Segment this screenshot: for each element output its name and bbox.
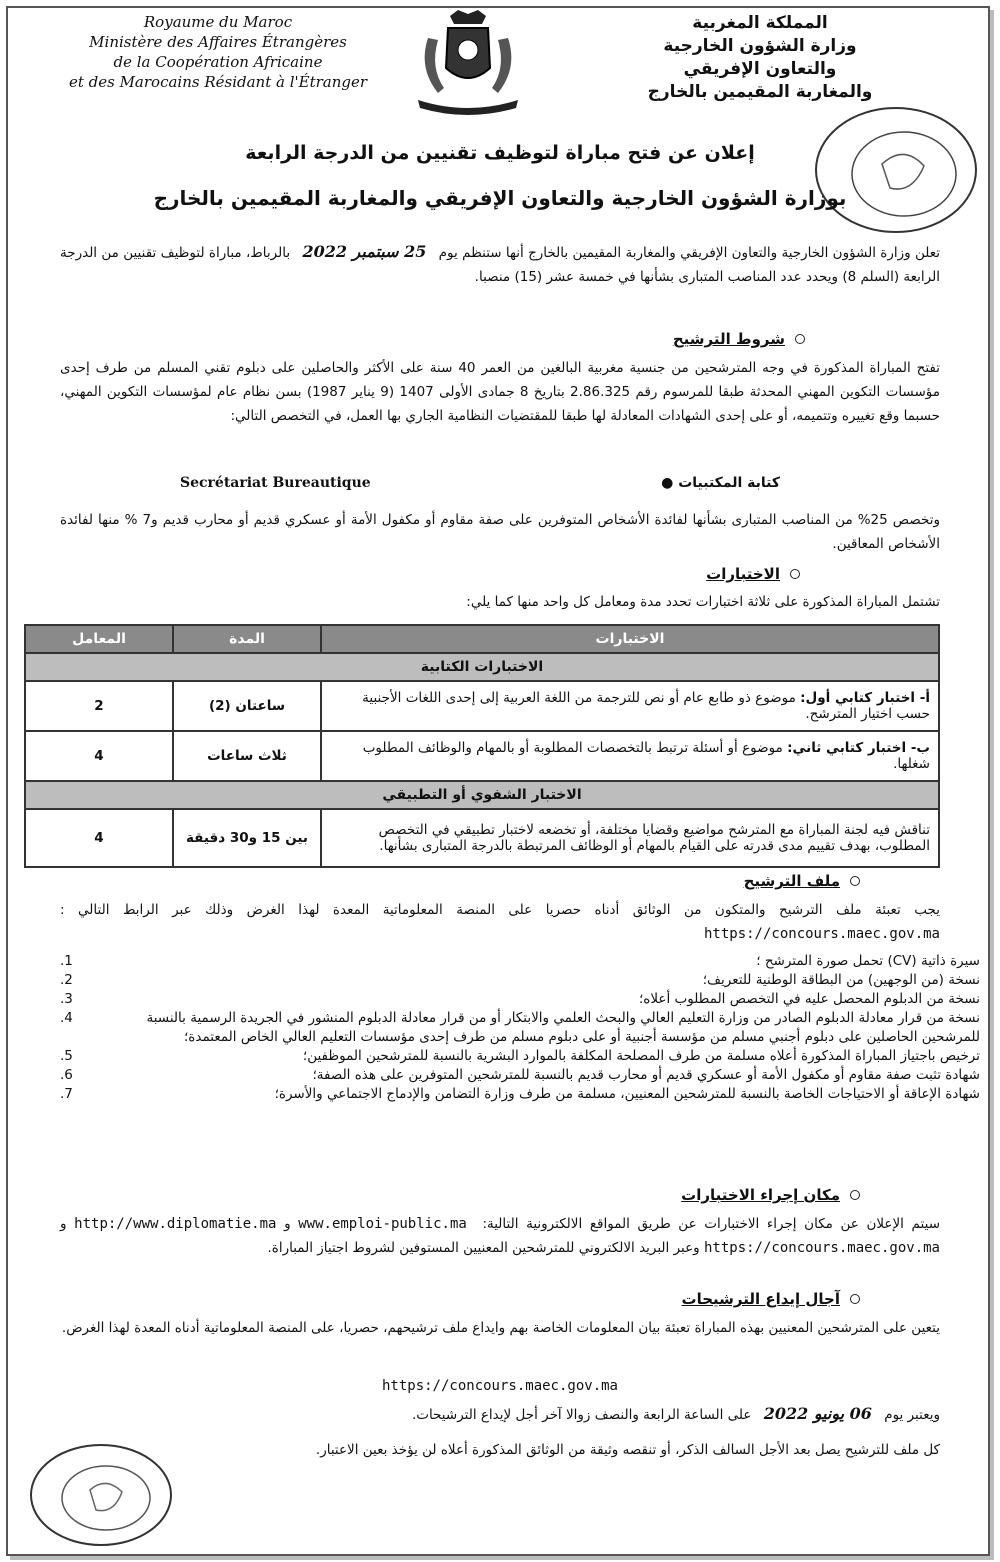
- place-heading-text: مكان إجراء الاختبارات: [681, 1186, 840, 1204]
- and-word: و: [284, 1216, 291, 1232]
- list-item-number: .7: [60, 1086, 73, 1102]
- bullet-circle-icon: [795, 334, 805, 344]
- list-item: [60, 1066, 980, 1085]
- deadline-text: يتعين على المترشحين المعنيين بهذه المباراة تعبئة بيان المعلومات الخاصة بهم وايداع ملف ترشيحهم، حصريا، على المنصة المعلوماتية أدناه المعدة لهذا الغرض.: [61, 1320, 940, 1336]
- list-item-number: .3: [60, 991, 73, 1007]
- deadline-heading-text: آجال إيداع الترشيحات: [681, 1290, 840, 1308]
- oral-group-label: الاختبار الشفوي أو التطبيقي: [25, 781, 939, 809]
- french-header-line: Royaume du Maroc: [143, 13, 293, 31]
- exams-heading-text: الاختبارات: [706, 565, 780, 583]
- list-item-text: ترخيص باجتياز المباراة المذكورة أعلاه مسلمة من طرف المصلحة المكلفة بالموارد البشرية بالنسبة للمترشحين الموظفين؛: [302, 1048, 980, 1064]
- diplomatie-link[interactable]: http://www.diplomatie.ma: [74, 1216, 277, 1232]
- place-heading: [681, 1186, 860, 1204]
- exam-description: تناقش فيه لجنة المباراة مع المترشح مواضيع وقضايا مختلفة، أو تخضعه لاختبار تطبيقي في التخصص المطلوب، بهدف تقييم مدى قدرته على القيام بالمهام أو الوظائف المرتبطة بالدرجة المتبارى بشأنها.: [321, 809, 939, 867]
- conditions-heading-text: شروط الترشيح: [672, 330, 785, 348]
- file-heading-text: ملف الترشيح: [743, 872, 840, 890]
- place-text: [60, 1212, 940, 1260]
- deadline-heading: [682, 1290, 861, 1308]
- exam-label: ب- اختبار كتابي ثاني:: [787, 740, 930, 756]
- file-heading: [744, 872, 860, 890]
- and-word: و: [60, 1216, 67, 1232]
- list-item-number: .5: [60, 1048, 73, 1064]
- table-row: [25, 681, 939, 731]
- file-text-body: يجب تعبئة ملف الترشيح والمتكون من الوثائق أدناه حصريا على المنصة المعلوماتية المعدة لهذا الغرض وذلك عبر الرابط التالي: [78, 902, 941, 918]
- table-row: [25, 809, 939, 867]
- oral-group-row: [25, 781, 939, 809]
- specialty-french: Secrétariat Bureautique: [180, 475, 371, 491]
- specialty-arabic: كتابة المكتبيات ●: [661, 475, 780, 491]
- list-item-text: نسخة من قرار معادلة الدبلوم الصادر من وزارة التعليم العالي والبحث العلمي والابتكار أو من قرار معادلة الدبلوم المنشور في الجريدة الرسمية بالنسبة للمرشحين الحاصلين على دبلوم أجنبي مسلم من مؤسسة أجنبية أو على دبلوم مسلم من طرف إحدى مؤسسات التعليم العالي الخاص المعتمدة؛: [146, 1010, 980, 1045]
- deadline-url-link[interactable]: https://concours.maec.gov.ma: [381, 1378, 618, 1394]
- arabic-header-line: والتعاون الإفريقي: [683, 59, 837, 79]
- final-note: كل ملف للترشيح يصل بعد الأجل السالف الذكر، أو تنقصه وثيقة من الوثائق المذكورة أعلاه لن يؤخذ بعين الاعتبار.: [315, 1442, 940, 1458]
- exam-text: موضوع ذو طابع عام أو نص للترجمة من اللغة العربية إلى إحدى اللغات الأجنبية حسب اختيار المترشح.: [362, 690, 930, 722]
- place-text-2: وعبر البريد الالكتروني للمترشحين المعنيين المستوفين لشروط اجتياز المباراة.: [267, 1240, 700, 1256]
- list-item-text: نسخة (من الوجهين) من البطاقة الوطنية للتعريف؛: [702, 972, 980, 988]
- deadline-date-line: [60, 1402, 940, 1427]
- documents-list: [60, 952, 980, 1104]
- file-url-link[interactable]: https://concours.maec.gov.ma: [703, 926, 940, 942]
- bottom-stamp-icon: [26, 1440, 176, 1550]
- exam-description: [321, 681, 939, 731]
- exam-duration: ساعتان (2): [173, 681, 321, 731]
- list-item-text: سيرة ذاتية (CV) تحمل صورة المترشح ؛: [756, 953, 980, 969]
- deadline-suffix: على الساعة الرابعة والنصف زوالا آخر أجل لإيداع الترشيحات.: [411, 1407, 752, 1423]
- conditions-heading: [673, 330, 805, 348]
- list-item-number: .4: [60, 1010, 73, 1026]
- official-stamp-icon: [812, 104, 980, 236]
- title-line-2: بوزارة الشؤون الخارجية والتعاون الإفريقي والمغاربة المقيمين بالخارج: [153, 186, 847, 210]
- exam-coefficient: 4: [25, 731, 173, 781]
- exam-duration: ثلاث ساعات: [173, 731, 321, 781]
- bullet-circle-icon: [850, 876, 860, 886]
- list-item-text: شهادة تثبت صفة مقاوم أو مكفول الأمة أو عسكري قديم أو محارب قديم بالنسبة للمترشحين المتوفرين على هذه الصفة؛: [312, 1067, 980, 1083]
- exam-coefficient: 4: [25, 809, 173, 867]
- arabic-header-line: وزارة الشؤون الخارجية: [663, 36, 857, 56]
- exams-table: [24, 624, 940, 868]
- intro-text-2: بالرباط، مباراة لتوظيف تقنيين من الدرجة الرابعة (السلم 8) ويحدد عدد المناصب المتبارى بشأنها في خمسة عشر (15) منصبا.: [60, 245, 940, 285]
- bullet-circle-icon: [850, 1294, 860, 1304]
- specialty-row: [180, 475, 780, 491]
- list-item: [60, 1009, 980, 1047]
- specialty-arabic-text: كتابة المكتبيات: [678, 475, 780, 491]
- exam-text: موضوع أو أسئلة ترتبط بالتخصصات المطلوبة أو بالمهام والوظائف المطلوب شغلها.: [362, 740, 930, 772]
- handwritten-deadline-date: 06 يونيو 2022: [763, 1404, 872, 1423]
- bullet-circle-icon: [850, 1190, 860, 1200]
- french-header: [58, 12, 378, 92]
- conditions-text: تفتح المباراة المذكورة في وجه المترشحين من جنسية مغربية البالغين من العمر 40 سنة على الأكثر والحاصلين على دبلوم تقني المسلم من طرف إحدى مؤسسات التكوين المهني المحدثة طبقا للمرسوم رقم 2.86.325 بتاريخ 8 جمادى الأولى 1407 (9 يناير 1987) بسن نظام عام لمؤسسات التكوين المهني، حسبما وقع تغييره وتتميمه، أو على إحدى الشهادات المعادلة لها طبقا للمقتضيات النظامية الجاري بها العمل، في التخصص التالي:: [60, 360, 940, 424]
- list-item: [60, 1085, 980, 1104]
- place-text-1: سيتم الإعلان عن مكان إجراء الاختبارات عن طريق المواقع الالكترونية التالية:: [482, 1216, 940, 1232]
- exam-coefficient: 2: [25, 681, 173, 731]
- royal-emblem-icon: [398, 8, 538, 118]
- list-item-number: .6: [60, 1067, 73, 1083]
- list-item-number: .1: [60, 953, 73, 969]
- list-item: [60, 1047, 980, 1066]
- exam-description: [321, 731, 939, 781]
- exams-heading: [706, 565, 800, 583]
- table-header-row: [25, 625, 939, 653]
- emploi-public-link[interactable]: www.emploi-public.ma: [298, 1216, 467, 1232]
- written-group-row: [25, 653, 939, 681]
- intro-paragraph: [60, 240, 940, 289]
- french-header-line: Ministère des Affaires Étrangères: [89, 33, 347, 51]
- bullet-circle-icon: [790, 569, 800, 579]
- list-item: [60, 952, 980, 971]
- written-group-label: الاختبارات الكتابية: [25, 653, 939, 681]
- quota-text: وتخصص 25% من المناصب المتبارى بشأنها لفائدة الأشخاص المتوفرين على صفة مقاوم أو مكفول الأمة أو عسكري قديم أو محارب قديم و7 % منها لفائدة الأشخاص المعاقين.: [60, 512, 941, 552]
- concours-link[interactable]: https://concours.maec.gov.ma: [703, 1240, 940, 1256]
- title-line-1: إعلان عن فتح مباراة لتوظيف تقنيين من الدرجة الرابعة: [245, 142, 755, 164]
- header-coefficient: المعامل: [25, 625, 173, 653]
- exam-label: أ- اختبار كتابي أول:: [800, 690, 930, 706]
- list-item: [60, 971, 980, 990]
- french-header-line: de la Coopération Africaine: [113, 53, 323, 71]
- header-exams: الاختبارات: [321, 625, 939, 653]
- handwritten-date: 25 سبتمبر 2022: [302, 242, 427, 261]
- exams-intro: تشتمل المباراة المذكورة على ثلاثة اختبارات تحدد مدة ومعامل كل واحد منها كما يلي:: [466, 594, 940, 610]
- exam-duration: بين 15 و30 دقيقة: [173, 809, 321, 867]
- list-item: [60, 990, 980, 1009]
- header-duration: المدة: [173, 625, 321, 653]
- arabic-header-line: المملكة المغربية: [692, 13, 828, 33]
- list-item-text: شهادة الإعاقة أو الاحتياجات الخاصة بالنسبة للمترشحين المعنيين، مسلمة من طرف وزارة التضامن والإدماج الاجتماعي والأسرة؛: [274, 1086, 980, 1102]
- file-text: يجب تعبئة ملف الترشيح والمتكون من الوثائق أدناه حصريا على المنصة المعلوماتية المعدة لهذا الغرض وذلك عبر الرابط التالي : https://concours.maec.gov.ma: [60, 898, 940, 946]
- list-item-text: نسخة من الدبلوم المحصل عليه في التخصص المطلوب أعلاه؛: [639, 991, 980, 1007]
- list-item-number: .2: [60, 972, 73, 988]
- table-row: [25, 731, 939, 781]
- french-header-line: et des Marocains Résidant à l'Étranger: [68, 73, 368, 91]
- deadline-prefix: ويعتبر يوم: [884, 1407, 940, 1423]
- arabic-header-line: والمغاربة المقيمين بالخارج: [647, 82, 873, 102]
- arabic-header: [630, 12, 890, 104]
- intro-text: تعلن وزارة الشؤون الخارجية والتعاون الإفريقي والمغاربة المقيمين بالخارج أنها ستنظم يوم: [438, 245, 941, 261]
